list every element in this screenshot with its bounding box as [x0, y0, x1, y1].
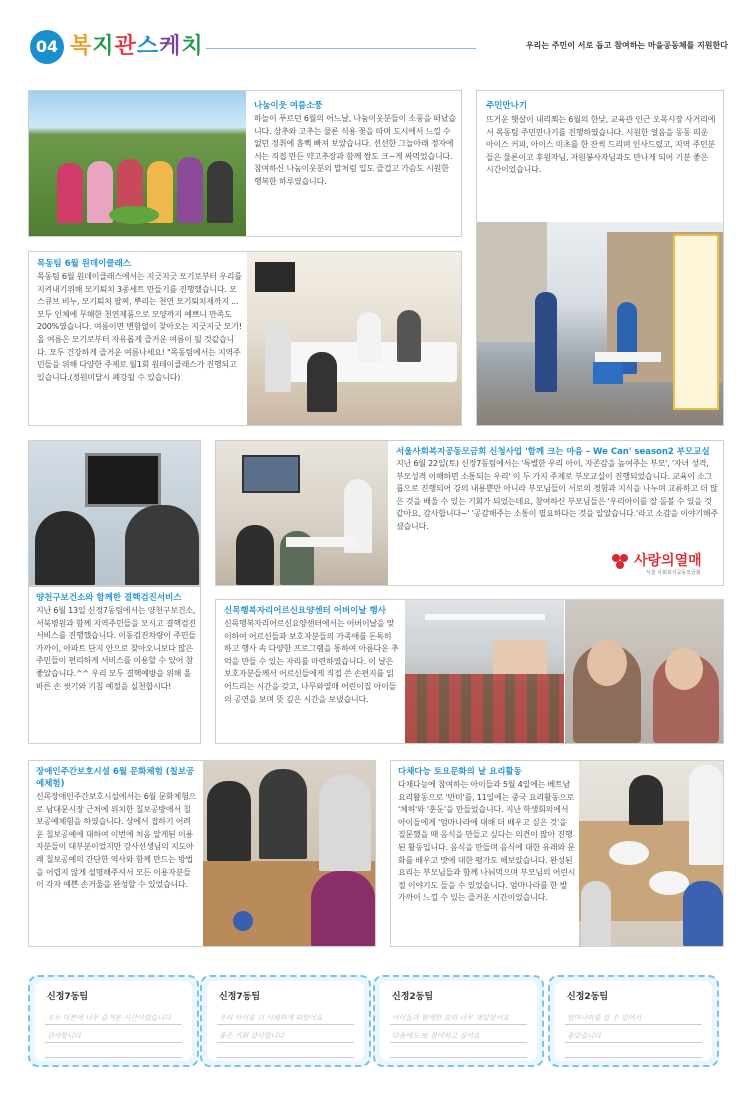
- photo-figure: [311, 871, 375, 946]
- photo-figure: [319, 775, 371, 871]
- note-card: [28, 975, 199, 1067]
- note-handwriting: 다음에도 또 참여하고 싶어요: [392, 1032, 480, 1040]
- header-tagline: 우리는 주민이 서로 돕고 참여하는 마을공동체를 지원한다: [525, 41, 728, 50]
- photo-xray-screen: [85, 453, 161, 507]
- note-card: [200, 975, 371, 1067]
- photo-basket: [109, 206, 159, 224]
- article-title: 나눔이웃 여름소풍: [254, 101, 323, 111]
- note-rule: [45, 1024, 182, 1025]
- note-rule: [390, 1057, 527, 1058]
- photo-figure: [57, 163, 83, 223]
- note-card-inner: [555, 981, 712, 1061]
- photo-summer-picnic: [29, 91, 246, 236]
- photo-ceiling-lights: [425, 614, 545, 620]
- article-title: 다채다능 토요문화의 날 요리활동: [398, 767, 522, 777]
- note-title: 신정2동팀: [392, 992, 434, 1002]
- note-rule: [565, 1042, 702, 1043]
- article-body: 뜨거운 햇살이 내리쬐는 6월의 한낮, 교육관 인근 오목시장 사거리에서 목동팀 주민만나기를 진행하였습니다. 시원한 얼음을 동동 띄운 아이스 커피, 아이스 미초를 한 잔씩 드리며 인사드렸고, 지역 주민분들은 물론이고 후원자님, 자원봉사자님과도 만나게 되어 기분 좋은 시간이었습니다.: [486, 115, 716, 175]
- note-title: 신정2동팀: [567, 992, 609, 1002]
- note-rule: [565, 1024, 702, 1025]
- section-title-char: 치: [181, 34, 204, 59]
- photo-table: [286, 537, 356, 547]
- note-rule: [217, 1024, 354, 1025]
- note-title: 신정7동팀: [47, 992, 89, 1002]
- photo-figure: [177, 157, 203, 223]
- note-rule: [390, 1042, 527, 1043]
- note-handwriting: 감사합니다: [47, 1032, 81, 1040]
- photo-figure: [125, 505, 199, 586]
- note-rule: [217, 1042, 354, 1043]
- photo-screen: [255, 262, 295, 292]
- photo-figure: [629, 775, 663, 825]
- photo-figure: [307, 352, 337, 412]
- photo-figure: [259, 769, 307, 859]
- photo-meet-residents: [477, 222, 723, 425]
- love-fruit-icon: [610, 552, 630, 572]
- article-body: 신목장애인주간보호시설에서는 6월 문화체험으로 남대문시장 근처에 위치한 칠보공방에서 칠보공예체험을 하였습니다. 상에서 접하기 어려운 칠보공예에 대하여 이번에 처음 알게된 이용자분들이 대부분이었지만 강사선생님의 지도아래 칠보공예의 간단한 역사와 함께 만드는 방법을 어렵지 않게 설명해주셔서 모든 이용자분들이 각자 예쁜 손거울을 완성할 수 있었습니다.: [36, 792, 197, 890]
- article-title: 주민만나기: [486, 101, 528, 111]
- section-title: [70, 30, 204, 64]
- section-title-char: 관: [114, 34, 137, 59]
- photo-tb-checkup: [28, 440, 201, 586]
- photo-parent-class: [216, 441, 388, 585]
- article-title: 신목행복자리어르신요양센터 어버이날 행사: [224, 606, 386, 616]
- note-rule: [45, 1057, 182, 1058]
- photo-parents-day-hall: [405, 600, 564, 743]
- logo-sub: 서울 사회복지공동모금회: [646, 570, 701, 576]
- photo-figure: [581, 881, 611, 946]
- photo-face: [665, 648, 703, 690]
- photo-plate: [649, 871, 689, 895]
- photo-figure: [207, 781, 251, 861]
- photo-figure: [683, 881, 723, 946]
- note-rule: [565, 1057, 702, 1058]
- section-title-char: 복: [70, 34, 93, 59]
- section-number-badge: 04: [30, 30, 64, 64]
- article-body: 지난 6월 13일 신정7동팀에서는 양천구보건소, 서북병원과 함께 지역주민들을 모시고 결핵검진 서비스를 진행했습니다. 이동검진차량이 주민들 가까이, 아파트 단지 안으로 찾아오니보다 많은 주민들이 편리하게 서비스를 이용할 수 있어 참 좋았습니다.^^ 우리 모두 결핵예방을 위해 올바른 손 씻기와 기침 예절을 실천합시다!: [36, 606, 196, 691]
- section-title-char: 지: [92, 34, 115, 59]
- note-handwriting: 엄마나라를 알 수 있어서: [567, 1014, 642, 1022]
- article-body: 신목행복자리어르신요양센터에서는 어버이날을 맞이하여 어르신들과 보호자분들의 가족애를 돈독히 하고 행사 속 다양한 프로그램을 통하여 아름다운 추억을 만들 수 있는 자리를 마련하였습니다. 이 날은 보호자분들께서 어르신들에게 직접 쓴 손편지를 읽어드리는 시간을 갖고, 나무와열매 어린이집 아이들의 공연을 보며 뜻 깊은 시간을 보냈습니다.: [224, 619, 399, 704]
- photo-oneday-class: [247, 252, 461, 425]
- photo-parents-day-elders: [565, 600, 723, 743]
- photo-face: [587, 640, 627, 686]
- note-handwriting: 아이들과 함께한 요리 너무 재밌었어요: [392, 1014, 510, 1022]
- photo-disability-craft: [203, 761, 375, 946]
- photo-cooler: [593, 362, 623, 384]
- header-rule: [206, 48, 476, 49]
- article-title: 목동팀 6월 원데이클래스: [37, 259, 131, 269]
- note-card-inner: [207, 981, 364, 1061]
- article-body: 하늘이 푸르던 6월의 어느날, 나눔이웃분들이 소풍을 떠났습니다. 상추와 고추는 물론 식용 꽃을 따며 도시에서 느낄 수 없던 정취에 흠뻑 빠져 보았습니다. 선선한 그늘아래 정자에서는 직접 만든 약고추장과 함께 쌈도 크~게 싸먹었습니다. 참여하신 나눔이웃분의 말처럼 입도 즐겁고 가슴도 시원한 행복한 하루였습니다.: [254, 114, 456, 186]
- article-title: 양천구보건소와 함께한 결핵검진서비스: [36, 593, 182, 603]
- photo-audience: [405, 674, 564, 743]
- photo-figure: [689, 765, 723, 865]
- note-handwriting: 모두 덕분에 너무 즐거운 시간이었습니다: [47, 1014, 171, 1022]
- note-handwriting: 좋은 기회 감사합니다: [219, 1032, 285, 1040]
- photo-figure: [265, 322, 291, 392]
- note-handwriting: 좋았습니다: [567, 1032, 601, 1040]
- photo-mirror: [233, 911, 253, 931]
- photo-figure: [236, 525, 274, 585]
- photo-figure: [207, 161, 233, 223]
- photo-screen: [242, 455, 300, 493]
- note-card-inner: [35, 981, 192, 1061]
- logo-name: 사랑의열매: [634, 553, 702, 569]
- article-title: 장애인주간보호시설 6월 문화체험 (칠보공예체험): [36, 767, 195, 789]
- section-title-char: 스: [136, 34, 160, 59]
- photo-figure: [357, 312, 381, 362]
- photo-banner: [673, 234, 719, 410]
- note-handwriting: 우리 아이를 더 이해하게 되었어요: [219, 1014, 323, 1022]
- note-rule: [45, 1042, 182, 1043]
- article-title: 서울사회복지공동모금회 신청사업 '함께 크는 마음 – We Can' season2 부모교실: [396, 447, 710, 457]
- note-rule: [390, 1024, 527, 1025]
- photo-cooking: [579, 761, 723, 946]
- note-card: [373, 975, 544, 1067]
- photo-plate: [609, 841, 649, 865]
- logo-love-fruit: [610, 550, 720, 580]
- article-body: 지난 6월 22일(토) 신정7동팀에서는 '특별한 우리 아이, 자존감을 높여주는 부모', '자녀 성격, 부모성격 이해하면 소통되는 우리' 이 두 가지 주제로 부모교실이 진행되었습니다. 교육이 소그룹으로 진행되어 강의 내용뿐만 아니라 부모님들이 서로의 경험과 지식을 나누며 교류하고 더 많은 것을 배울 수 있는 기회가 되었는데요, 참여하신 부모님들은 '우리아이를 잘 돌볼 수 있을 것 같아요, 감사합니다~' '공감해주는 소통이 필요하다는 것을 알았습니다.'라고 소감을 이야기해주셨습니다.: [396, 459, 718, 531]
- article-body: 목동팀 6월 원데이클래스에서는 지긋지긋 모기로부터 우리를 지켜내기위해 모기퇴치 3종세트 만들기를 진행했습니다. 모스큐브 비누, 모기퇴치 팔찌, 뿌리는 천연 모기퇴치제까지 ... 모두 인체에 무해한 천연제품으로 모양까지 예쁘니 만족도 200%였습니다. 여름이면 변함없이 찾아오는 지긋지긋 모기! 올 여름은 모기로부터 자유롭게 즐거운 여름이 될 것같습니다. 모두 건강하게 즐거운 여름나세요! "목동팀에서는 지역주민들을 위해 다양한 주제로 월1회 원데이클래스가 진행되고 있습니다.(정원미달시 폐강될 수 있습니다): [37, 272, 242, 382]
- note-title: 신정7동팀: [219, 992, 261, 1002]
- photo-figure: [397, 310, 421, 362]
- section-title-char: 케: [159, 34, 182, 59]
- photo-table: [595, 352, 661, 362]
- note-card: [548, 975, 719, 1067]
- photo-figure: [35, 511, 95, 586]
- note-card-inner: [380, 981, 537, 1061]
- article-body: 다채다능에 참여하는 아이들과 5월 4일에는 베트남 요리활동으로 '반미'를, 11일에는 중국 요리활동으로 '체허'와 '훈둔'을 만들었습니다. 지난 학생회의에서 아이들에게 '엄마나라에 대해 더 배우고 싶은 것'을 질문했을 때 음식을 만들고 싶다는 의견이 많아 진행된 활동입니다. 음식을 만들며 음식에 대한 유래와 문화를 배우고 맛에 대한 평가도 해보았습니다. 완성된 요리는 부모님들과 함께 나눠먹으며 부모님의 어린시절 이야기도 들을 수 있었습니다. 엄마나라를 한 발 가까이 느낄 수 있는 즐거운 시간이었습니다.: [398, 780, 576, 903]
- photo-figure: [535, 292, 557, 392]
- note-rule: [217, 1057, 354, 1058]
